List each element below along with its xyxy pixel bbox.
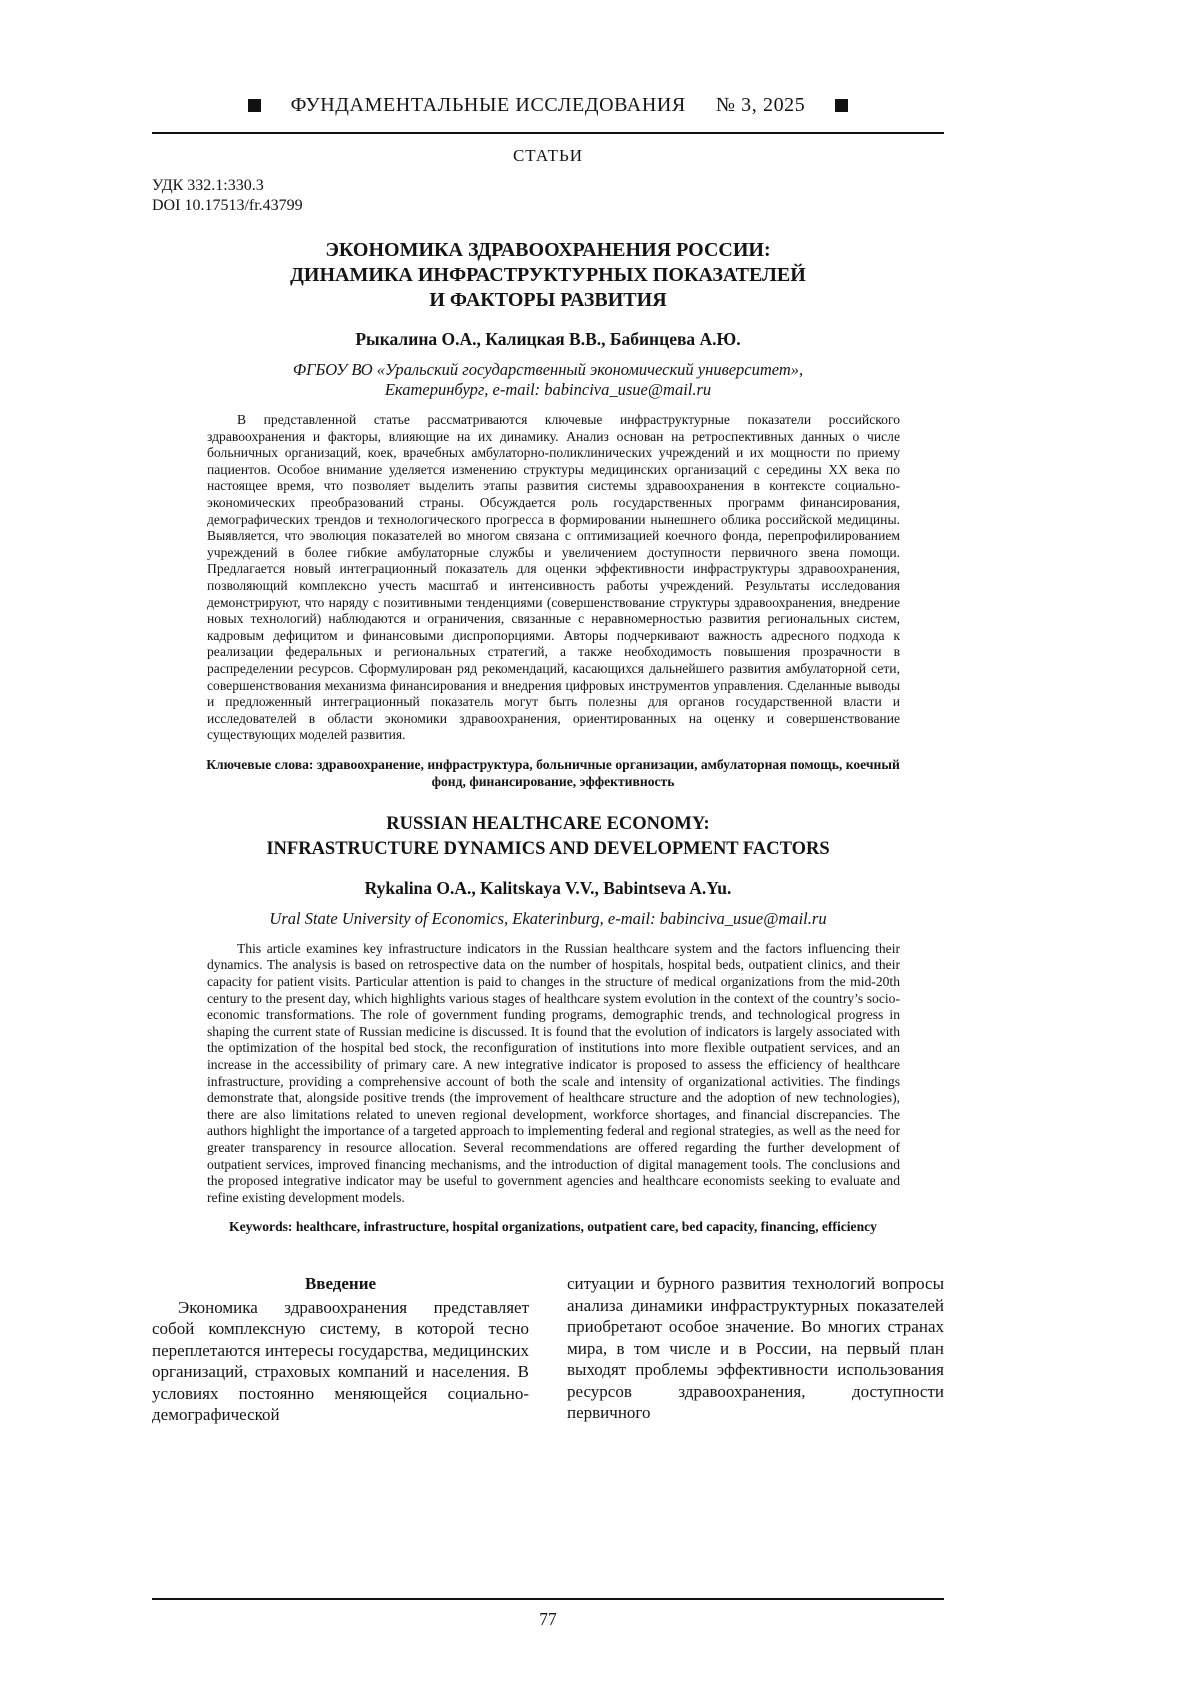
- footer-rule: [152, 1598, 944, 1600]
- intro-paragraph-right: ситуации и бурного развития технологий вопросы анализа динамики инфраструктурных показателей приобретают особое значение. Во многих странах мира, в том числе и в России, на первый план выходят проблемы эффективности использования ресурсов здравоохранения, доступности первичного: [567, 1274, 944, 1423]
- body-columns: [152, 1273, 944, 1426]
- keywords-en-label: Keywords:: [229, 1219, 293, 1235]
- keywords-en: [152, 1218, 944, 1235]
- article-title-en: RUSSIAN HEALTHCARE ECONOMY: INFRASTRUCTURE DYNAMICS AND DEVELOPMENT FACTORS: [266, 813, 830, 859]
- header-rule: [152, 132, 944, 134]
- keywords-ru-label: Ключевые слова:: [206, 756, 314, 772]
- abstract-ru: В представленной статье рассматриваются ключевые инфраструктурные показатели российского здравоохранения и факторы, влияющие на их динамику. Анализ основан на ретроспективных данных о числе больничных организаций, коек, врачебных амбулаторно-поликлинических учреждений и их мощности по приему пациентов. Особое внимание уделяется изменению структуры медицинских организаций с середины XX века по настоящее время, что позволяет выделить этапы развития системы здравоохранения в контексте социально-экономических преобразований страны. Обсуждается роль государственных программ финансирования, демографических трендов и технологического прогресса в формировании нынешнего облика российской медицины. Выявляется, что эволюция показателей во многом связана с оптимизацией коечного фонда, перепрофилированием учреждений в более гибкие амбулаторные службы и увеличением доступности первичного звена помощи. Предлагается новый интеграционный показатель для оценки эффективности инфраструктуры здравоохранения, позволяющий комплексно учесть масштаб и интенсивность работы учреждений. Результаты исследования демонстрируют, что наряду с позитивными тенденциями (совершенствование структуры здравоохранения, внедрение новых технологий) наблюдаются и ограничения, связанные с неравномерностью развития региональных систем, кадровым дефицитом и финансовыми диспропорциями. Авторы подчеркивают важность адресного подхода к реализации федеральных и региональных стратегий, а также необходимость повышения прозрачности в распределении ресурсов. Сформулирован ряд рекомендаций, касающихся дальнейшего развития амбулаторной сети, совершенствования механизма финансирования и внедрения цифровых инструментов управления. Сделанные выводы и предложенный интеграционный показатель могут быть полезны для органов государственной власти и исследователей в области экономики здравоохранения, ориентированных на оценку и совершенствование существующих моделей развития.: [207, 412, 900, 743]
- header-right-square-icon: [835, 99, 848, 112]
- section-label: СТАТЬИ: [512, 146, 584, 165]
- affiliation-en: Ural State University of Economics, Ekaterinburg, e-mail: babinciva_usue@mail.ru: [269, 908, 827, 928]
- udk-number: УДК 332.1:330.3: [152, 177, 264, 194]
- page-footer: [152, 1598, 944, 1630]
- keywords-ru-text: здравоохранение, инфраструктура, больничные организации, амбулаторная помощь, коечный фонд, финансирование, эффективность: [316, 756, 900, 789]
- intro-paragraph-left: Экономика здравоохранения представляет собой комплексную систему, в которой тесно переплетаются интересы государства, медицинских организаций, страховых компаний и населения. В условиях постоянно меняющейся социально-демографической: [152, 1297, 529, 1425]
- intro-heading: Введение: [304, 1274, 377, 1294]
- article-title-ru: ЭКОНОМИКА ЗДРАВООХРАНЕНИЯ РОССИИ: ДИНАМИКА ИНФРАСТРУКТУРНЫХ ПОКАЗАТЕЛЕЙ И ФАКТОРЫ РАЗВИТИЯ: [290, 239, 806, 311]
- authors-en: Rykalina O.A., Kalitskaya V.V., Babintseva A.Yu.: [364, 877, 732, 898]
- affiliation-ru: ФГБОУ ВО «Уральский государственный экономический университет», Екатеринбург, e-mail: babinciva_usue@mail.ru: [292, 360, 804, 399]
- journal-issue: № 3, 2025: [715, 94, 806, 116]
- journal-header: [152, 94, 944, 117]
- journal-title: ФУНДАМЕНТАЛЬНЫЕ ИССЛЕДОВАНИЯ: [290, 94, 686, 116]
- authors-ru: Рыкалина О.А., Калицкая В.В., Бабинцева А.Ю.: [355, 329, 741, 349]
- abstract-en: This article examines key infrastructure indicators in the Russian healthcare system and the factors influencing their dynamics. The analysis is based on retrospective data on the number of hospitals, hospital beds, outpatient clinics, and their capacity for patient visits. Particular attention is paid to changes in the structure of medical organizations from the mid-20th century to the present day, which highlights various stages of healthcare system evolution in the context of the country’s socio-economic transformations. The role of government funding programs, demographic trends, and technological progress in shaping the current state of Russian medicine is discussed. It is found that the evolution of indicators is largely associated with the optimization of the hospital bed stock, the reconfiguration of institutions into more flexible outpatient services, and an increase in the accessibility of primary care. A new integrative indicator is proposed to assess the efficiency of healthcare infrastructure, providing a comprehensive account of both the scale and intensity of organizational activities. The findings demonstrate that, alongside positive trends (the improvement of healthcare structure and the adoption of new technologies), there are also limitations related to uneven regional development, workforce shortages, and financial discrepancies. The authors highlight the importance of a targeted approach to implementing federal and regional strategies, as well as the need for greater transparency in resource allocation. Several recommendations are offered regarding the further development of outpatient services, improved financing mechanisms, and the introduction of digital management tools. The conclusions and the proposed integrative indicator may be useful to government agencies and healthcare economists seeking to evaluate and refine existing development models.: [207, 940, 900, 1205]
- doi-number: DOI 10.17513/fr.43799: [152, 197, 303, 214]
- header-left-square-icon: [248, 99, 261, 112]
- keywords-en-text: healthcare, infrastructure, hospital organizations, outpatient care, bed capacity, financing, efficiency: [295, 1219, 877, 1235]
- keywords-ru: [152, 756, 944, 790]
- page-number: 77: [539, 1609, 557, 1629]
- article-page: [152, 0, 944, 1426]
- intro-column-right: [567, 1273, 944, 1426]
- intro-column-left: [152, 1273, 529, 1426]
